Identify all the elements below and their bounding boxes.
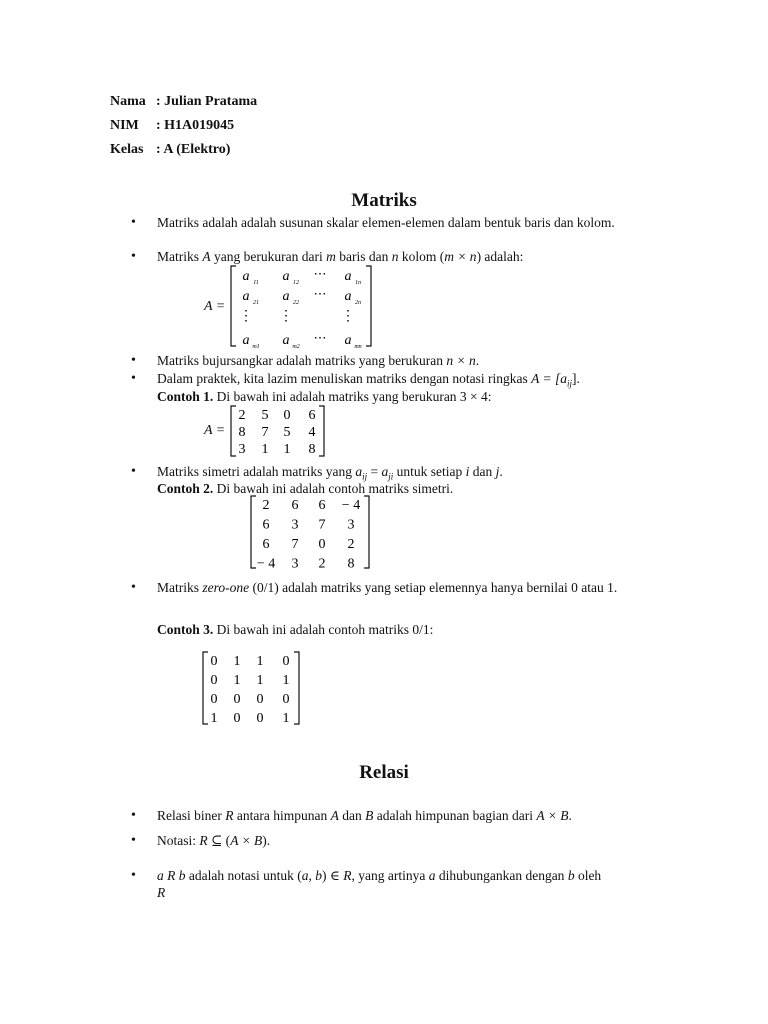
matrix-entry: 0 (233, 692, 241, 707)
matrix-entry: 1 (282, 711, 290, 726)
matrix-entry: 0 (256, 711, 264, 726)
var-n: n (391, 249, 399, 264)
square-matrix-text (157, 352, 675, 369)
matrix-entry: 7 (318, 517, 326, 533)
matrix-entry: a (282, 333, 290, 348)
notation-sub: ij (567, 378, 573, 389)
matrix-entry: ⋮ (341, 309, 355, 324)
nama-value: : Julian Pratama (156, 94, 258, 109)
text-span: baris dan (335, 249, 392, 264)
var-R: R (225, 808, 234, 823)
matriks-size-text (157, 248, 675, 265)
var-A: A (202, 249, 211, 264)
matrix-entry: 2 (262, 498, 270, 513)
matrix-entry-subscript: 21 (253, 300, 259, 306)
var-a: a (355, 464, 363, 479)
matrix-entry-subscript: m1 (252, 344, 260, 348)
matrix-entry: a (242, 289, 250, 304)
bullet: • (131, 580, 136, 595)
var-i: i (465, 464, 470, 479)
text-span: (0/1) adalah matriks yang setiap elemennya hanya bernilai 0 atau 1. (249, 580, 618, 595)
subset-symbol: ⊆ ( (207, 833, 231, 848)
var-A: A (330, 808, 339, 823)
var-mn: m × n (444, 249, 477, 264)
nama-label: Nama (110, 94, 146, 109)
matrix-entry: 2 (238, 408, 246, 423)
text-span: dan (338, 808, 366, 823)
contoh1-label: Contoh 1. (157, 389, 214, 404)
matrix-entry-subscript: 22 (293, 300, 299, 306)
text-span: Matriks bujursangkar adalah matriks yang berukuran (157, 353, 447, 368)
matrix-entry: 6 (262, 517, 270, 533)
text-span: dihubungankan dengan (435, 868, 568, 883)
matrix-entry: 0 (318, 537, 326, 552)
text-span: Matriks (157, 580, 203, 595)
text-span: ) ∈ (321, 868, 344, 883)
matrix-entry: a (282, 289, 290, 304)
text-span: Matriks (157, 249, 203, 264)
matrix-entry-subscript: m2 (292, 344, 300, 348)
matrix-entry: 3 (347, 517, 355, 533)
nim-row (110, 114, 257, 138)
text-span: ) adalah: (476, 249, 524, 264)
matrix-entry: 8 (347, 556, 355, 570)
text-span: dan (469, 464, 496, 479)
matrix-entry: 0 (256, 692, 264, 707)
matrix-entry: 1 (261, 442, 269, 457)
matrix-entry: 7 (291, 537, 299, 552)
matrix-entry: 0 (210, 654, 218, 669)
contoh1-line (157, 388, 492, 405)
matrix-entry: 6 (308, 408, 316, 423)
matrix-entry: 7 (261, 425, 269, 440)
matrix-entry: 8 (308, 442, 316, 457)
text-span: . (499, 464, 503, 479)
text-span: adalah notasi untuk ( (185, 868, 302, 883)
matrix-entry: 1 (282, 673, 290, 688)
var-a: a (381, 464, 389, 479)
matrix2 (248, 494, 376, 570)
matrix-entry: 6 (318, 498, 326, 513)
var-a: a (428, 868, 436, 883)
matrix-entry: 6 (262, 537, 270, 552)
text-span: kolom ( (398, 249, 445, 264)
var-B: B (365, 808, 374, 823)
var-AxB: A × B (536, 808, 569, 823)
text-span: oleh (574, 868, 602, 883)
matrix-entry: 0 (210, 673, 218, 688)
matriks-title: Matriks (351, 190, 417, 211)
matrix-entry: a (344, 289, 352, 304)
var-nn: n × n (446, 353, 476, 368)
matrix-entry: 0 (282, 654, 290, 669)
matrix1-label: A = (204, 423, 226, 438)
matrix-ellipsis: ⋯ (313, 286, 327, 301)
bullet: • (131, 833, 136, 848)
text-span: ]. (572, 371, 580, 386)
bullet: • (131, 371, 136, 386)
matrix-entry: 0 (283, 408, 291, 423)
matrix-entry: a (344, 269, 352, 284)
matrix-entry: 1 (256, 654, 264, 669)
zero-one-text (157, 579, 675, 596)
matrix-ellipsis: ⋯ (313, 330, 327, 345)
text-span: = (367, 464, 382, 479)
matrix-entry: 2 (318, 556, 326, 570)
text-span: yang berukuran dari (210, 249, 327, 264)
notation-expr: A = [a (531, 371, 568, 386)
general-matrix-label: A = (204, 299, 226, 314)
var-b: b (567, 868, 575, 883)
matrix-entry: ⋮ (279, 309, 293, 324)
relasi-definition (157, 807, 675, 824)
contoh2-text: Di bawah ini adalah contoh matriks simetri. (213, 481, 454, 496)
var-AxB: A × B (230, 833, 263, 848)
matrix-entry: 0 (210, 692, 218, 707)
matrix-entry: 5 (261, 408, 269, 423)
matrix-entry-subscript: 2n (355, 300, 361, 306)
sub-ji: ji (388, 471, 394, 482)
zero-one-term: zero-one (202, 580, 250, 595)
matrix-entry: 4 (308, 425, 316, 440)
matrix1 (228, 404, 332, 458)
var-R: R (157, 885, 166, 900)
text-span: Matriks simetri adalah matriks yang (157, 464, 356, 479)
nim-value: : H1A019045 (156, 118, 235, 133)
bullet: • (131, 808, 136, 823)
matrix-entry: a (242, 333, 250, 348)
var-j: j (495, 464, 500, 479)
bullet: • (131, 868, 136, 883)
matrix-entry: 0 (282, 692, 290, 707)
kelas-value: : A (Elektro) (156, 142, 231, 157)
matrix-entry: 1 (210, 711, 218, 726)
matrix-ellipsis: ⋯ (313, 266, 327, 281)
matrix-entry: 1 (233, 673, 241, 688)
contoh3-label: Contoh 3. (157, 622, 214, 637)
bullet: • (131, 215, 136, 230)
matrix-entry: − 4 (256, 556, 276, 570)
matrix-entry: a (344, 333, 352, 348)
matrix-entry: 3 (291, 517, 299, 533)
text-span: Notasi: (157, 833, 200, 848)
matrix-entry-subscript: mn (354, 344, 362, 348)
matrix-entry: 1 (256, 673, 264, 688)
text-span: . (568, 808, 572, 823)
contoh2-label: Contoh 2. (157, 481, 214, 496)
matrix3 (200, 650, 304, 726)
sub-ij: ij (362, 471, 368, 482)
text-span: , yang artinya (351, 868, 429, 883)
matrix-entry: a (242, 269, 250, 284)
matrix-entry: 5 (283, 425, 291, 440)
text-span: adalah himpunan bagian dari (373, 808, 537, 823)
matrix-entry-subscript: 1n (355, 280, 361, 286)
matrix-entry: 3 (238, 442, 246, 457)
var-ab: a, b (301, 868, 322, 883)
matrix-entry: 8 (238, 425, 246, 440)
matrix-entry: 1 (233, 654, 241, 669)
text-span: antara himpunan (233, 808, 331, 823)
relasi-notation (157, 832, 675, 849)
matrix-entry: 2 (347, 537, 355, 552)
matrix-entry-subscript: 11 (253, 280, 259, 286)
matrix-entry-subscript: 12 (293, 280, 299, 286)
bullet: • (131, 353, 136, 368)
matrix-entry: 1 (283, 442, 291, 457)
text-span: untuk setiap (393, 464, 466, 479)
matrix-entry: a (282, 269, 290, 284)
matrix-entry: 6 (291, 498, 299, 513)
matriks-definition: Matriks adalah adalah susunan skalar elemen-elemen dalam bentuk baris dan kolom. (157, 215, 615, 230)
var-R: R (199, 833, 208, 848)
text-span: ). (262, 833, 271, 848)
var-R: R (343, 868, 352, 883)
contoh3-line (157, 621, 433, 638)
kelas-label: Kelas (110, 142, 144, 157)
matrix-entry: 3 (291, 556, 299, 570)
student-info (110, 90, 257, 162)
kelas-row (110, 138, 257, 162)
matrix-entry: ⋮ (239, 309, 253, 324)
var-m: m (326, 249, 336, 264)
bullet: • (131, 249, 136, 264)
expr-aRb: a R b (157, 868, 186, 883)
contoh3-text: Di bawah ini adalah contoh matriks 0/1: (213, 622, 434, 637)
text-span: Dalam praktek, kita lazim menuliskan matriks dengan notasi ringkas (157, 371, 532, 386)
nim-label: NIM (110, 118, 139, 133)
contoh1-text: Di bawah ini adalah matriks yang berukuran 3 × 4: (213, 389, 492, 404)
relasi-title: Relasi (359, 762, 409, 783)
text-span: . (475, 353, 480, 368)
general-matrix (228, 264, 378, 348)
bullet: • (131, 464, 136, 479)
nama-row (110, 90, 257, 114)
relasi-arb (157, 867, 675, 901)
matrix-entry: − 4 (341, 498, 361, 513)
matrix-entry: 0 (233, 711, 241, 726)
text-span: Relasi biner (157, 808, 226, 823)
